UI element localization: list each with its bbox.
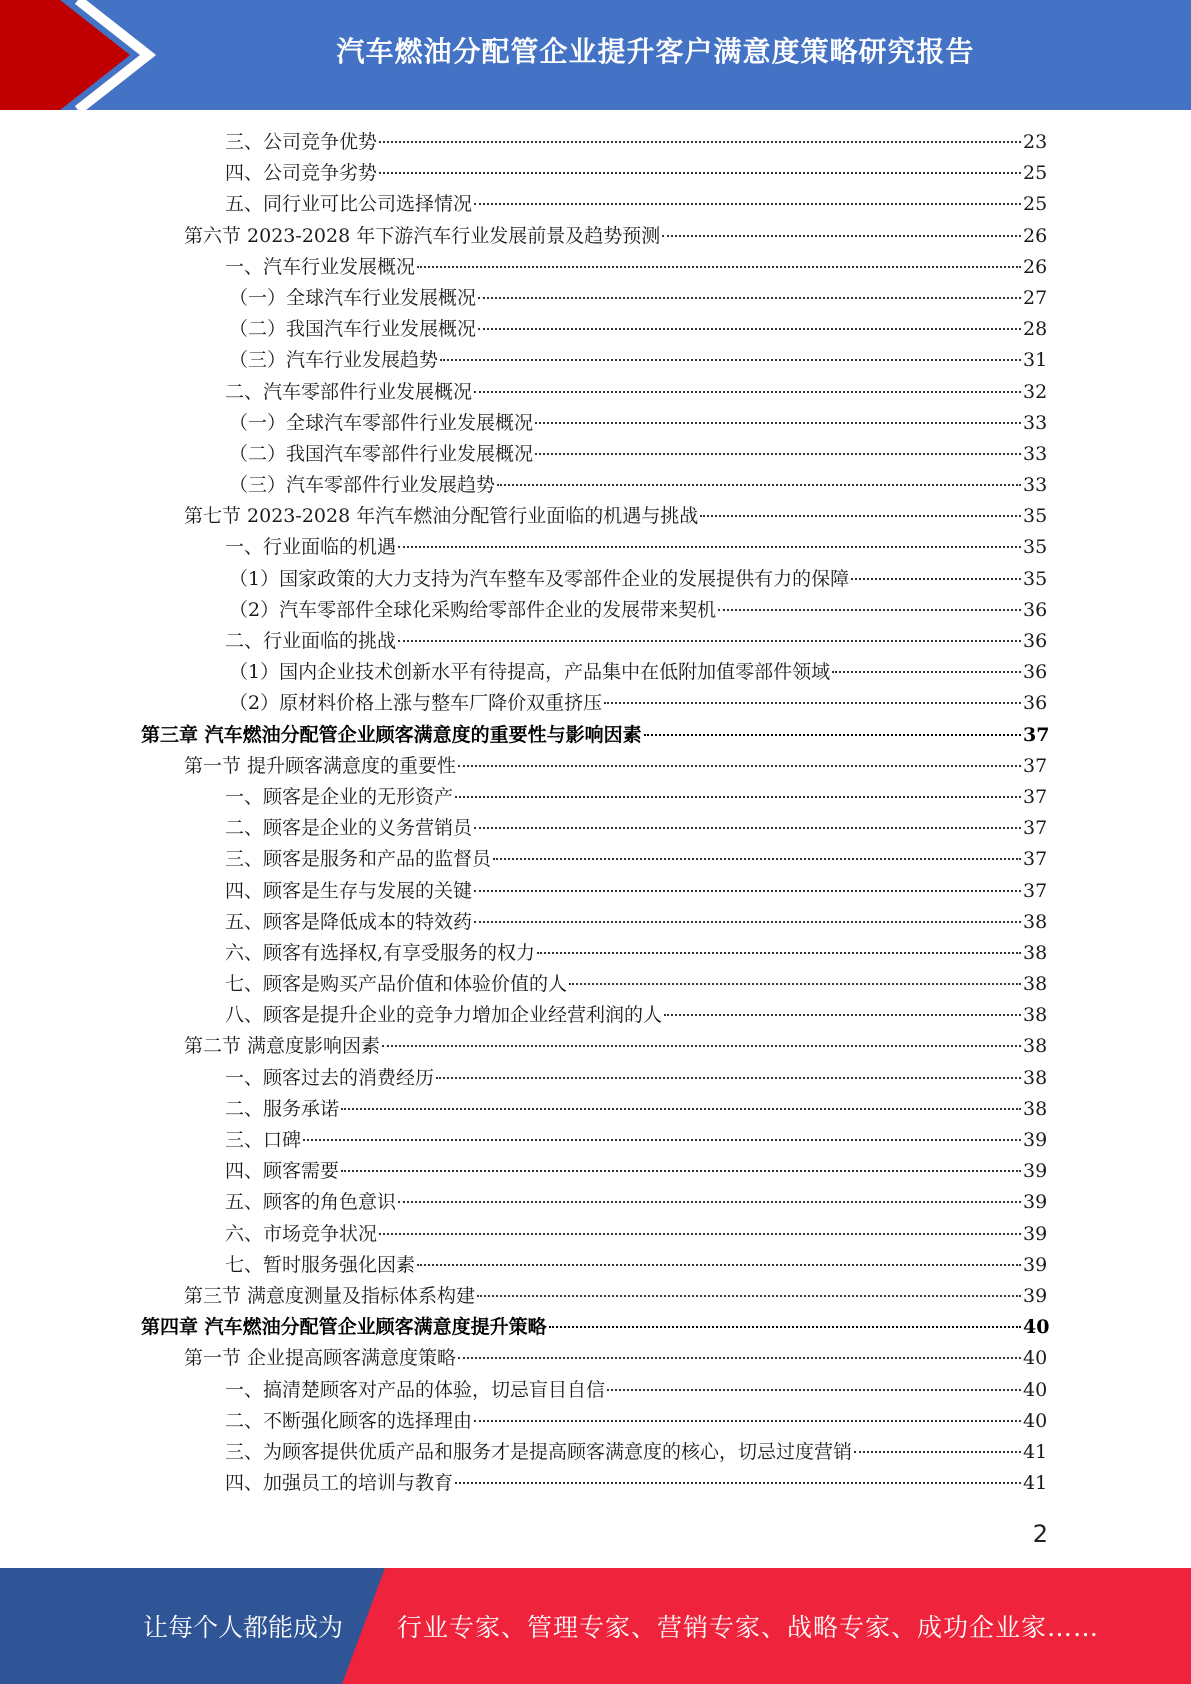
toc-entry-title: 一、顾客过去的消费经历 (225, 1066, 435, 1089)
toc-dot-leader (477, 1295, 1021, 1297)
toc-dot-leader (718, 609, 1021, 611)
toc-entry-page: 25 (1023, 162, 1048, 185)
toc-entry-page: 27 (1023, 286, 1048, 309)
toc-entry[interactable] (0, 252, 1191, 283)
toc-entry[interactable] (0, 1094, 1191, 1125)
report-title: 汽车燃油分配管企业提升客户满意度策略研究报告 (336, 35, 975, 68)
toc-entry-title: 四、顾客需要 (225, 1160, 340, 1183)
toc-dot-leader (478, 297, 1021, 299)
toc-entry-page: 37 (1023, 817, 1048, 840)
toc-entry[interactable] (0, 1156, 1191, 1187)
toc-dot-leader (417, 1264, 1021, 1266)
toc-entry-page: 35 (1023, 536, 1048, 559)
toc-entry-page: 41 (1023, 1440, 1048, 1463)
toc-dot-leader (398, 1201, 1021, 1203)
toc-entry-title: （三）汽车零部件行业发展趋势 (229, 474, 496, 497)
toc-dot-leader (382, 1045, 1021, 1047)
toc-entry-title: 六、市场竞争状况 (225, 1222, 378, 1245)
toc-entry-page: 37 (1023, 879, 1048, 902)
toc-entry-title: 八、顾客是提升企业的竞争力增加企业经营利润的人 (225, 1004, 663, 1027)
toc-entry[interactable] (0, 345, 1191, 376)
toc-entry-title: 第三节 满意度测量及指标体系构建 (184, 1284, 476, 1307)
toc-dot-leader (537, 952, 1021, 954)
toc-dot-leader (379, 172, 1021, 174)
toc-entry[interactable] (0, 876, 1191, 907)
toc-entry[interactable] (0, 1343, 1191, 1374)
toc-dot-leader (535, 453, 1021, 455)
toc-entry-page: 40 (1023, 1378, 1048, 1401)
toc-entry-page: 37 (1023, 754, 1048, 777)
toc-entry-page: 35 (1023, 505, 1048, 528)
toc-dot-leader (604, 702, 1021, 704)
toc-entry-title: （2）汽车零部件全球化采购给零部件企业的发展带来契机 (229, 598, 717, 621)
toc-entry-page: 37 (1023, 848, 1048, 871)
footer-slogan-left: 让每个人都能成为 (143, 1613, 344, 1642)
toc-dot-leader (474, 890, 1021, 892)
toc-entry-title: 五、顾客的角色意识 (225, 1191, 397, 1214)
toc-dot-leader (458, 1357, 1021, 1359)
toc-entry[interactable] (0, 189, 1191, 220)
toc-entry-page: 23 (1023, 131, 1048, 153)
toc-dot-leader (474, 921, 1021, 923)
toc-entry[interactable] (0, 408, 1191, 439)
toc-entry-title: 第六节 2023-2028 年下游汽车行业发展前景及趋势预测 (184, 224, 661, 247)
toc-dot-leader (664, 1014, 1021, 1016)
toc-entry-page: 36 (1023, 598, 1048, 621)
toc-entry-page: 35 (1023, 567, 1048, 590)
toc-entry-page: 41 (1023, 1472, 1048, 1495)
toc-entry[interactable] (0, 751, 1191, 782)
toc-entry-title: （2）原材料价格上涨与整车厂降价双重挤压 (229, 692, 603, 715)
toc-dot-leader (455, 1482, 1021, 1484)
toc-entry-page: 40 (1023, 1347, 1048, 1370)
toc-entry-page: 32 (1023, 380, 1048, 403)
toc-entry-page: 38 (1023, 973, 1048, 996)
toc-dot-leader (455, 796, 1021, 798)
toc-entry[interactable] (0, 1031, 1191, 1062)
toc-entry[interactable] (0, 532, 1191, 563)
footer-banner (0, 1568, 1191, 1684)
toc-entry-title: 一、行业面临的机遇 (225, 536, 397, 559)
toc-entry-title: 二、不断强化顾客的选择理由 (225, 1409, 473, 1432)
toc-entry-page: 40 (1023, 1409, 1048, 1432)
toc-entry[interactable] (0, 1063, 1191, 1094)
toc-dot-leader (700, 515, 1021, 517)
toc-entry[interactable] (0, 1187, 1191, 1218)
toc-dot-leader (569, 983, 1021, 985)
toc-entry-page: 38 (1023, 1066, 1048, 1089)
toc-dot-leader (607, 1389, 1021, 1391)
toc-entry-page: 39 (1023, 1253, 1048, 1276)
toc-entry-page: 38 (1023, 910, 1048, 933)
toc-entry[interactable] (0, 127, 1191, 158)
toc-dot-leader (341, 1170, 1021, 1172)
toc-entry-page: 28 (1023, 318, 1048, 341)
toc-dot-leader (436, 1077, 1021, 1079)
toc-entry-title: 三、顾客是服务和产品的监督员 (225, 848, 492, 871)
toc-dot-leader (398, 546, 1021, 548)
toc-entry-page: 33 (1023, 411, 1048, 434)
toc-entry[interactable] (0, 844, 1191, 875)
toc-entry-title: 五、顾客是降低成本的特效药 (225, 910, 473, 933)
toc-dot-leader (474, 827, 1021, 829)
toc-dot-leader (644, 734, 1021, 736)
toc-entry[interactable] (0, 782, 1191, 813)
toc-entry-title: 二、行业面临的挑战 (225, 630, 397, 652)
toc-entry[interactable] (0, 439, 1191, 470)
toc-dot-leader (379, 141, 1021, 143)
toc-entry-page: 39 (1023, 1191, 1048, 1214)
toc-entry-page: 37 (1023, 785, 1048, 808)
toc-entry-page: 25 (1023, 193, 1048, 216)
toc-entry-title: 四、公司竞争劣势 (225, 162, 378, 185)
table-of-contents (0, 127, 1191, 1499)
toc-entry[interactable] (0, 720, 1191, 751)
toc-entry[interactable] (0, 938, 1191, 969)
toc-dot-leader (398, 640, 1021, 642)
toc-entry-title: 第三章 汽车燃油分配管企业顾客满意度的重要性与影响因素 (141, 723, 642, 746)
header-banner (0, 0, 1191, 110)
toc-entry-title: 二、汽车零部件行业发展概况 (225, 380, 473, 403)
toc-entry-title: （一）全球汽车行业发展概况 (229, 286, 477, 309)
toc-entry-title: （二）我国汽车零部件行业发展概况 (229, 442, 534, 465)
toc-entry[interactable] (0, 1375, 1191, 1406)
toc-entry-page: 38 (1023, 941, 1048, 964)
toc-entry-title: 三、为顾客提供优质产品和服务才是提高顾客满意度的核心，切忌过度营销 (225, 1440, 853, 1463)
toc-entry-title: 一、顾客是企业的无形资产 (225, 785, 454, 808)
toc-dot-leader (440, 359, 1021, 361)
toc-entry-title: （1）国家政策的大力支持为汽车整车及零部件企业的发展提供有力的保障 (229, 567, 850, 590)
toc-entry-title: 七、顾客是购买产品价值和体验价值的人 (225, 973, 568, 996)
toc-entry-page: 37 (1023, 723, 1050, 746)
toc-entry[interactable] (0, 501, 1191, 532)
red-arrow-icon (0, 0, 160, 110)
toc-entry[interactable] (0, 1250, 1191, 1281)
toc-entry-page: 39 (1023, 1222, 1048, 1245)
toc-entry[interactable] (0, 907, 1191, 938)
toc-entry-page: 26 (1023, 224, 1048, 247)
toc-entry[interactable] (0, 564, 1191, 595)
toc-entry[interactable] (0, 1000, 1191, 1031)
footer-slogan-right: 行业专家、管理专家、营销专家、战略专家、成功企业家…… (397, 1613, 1100, 1642)
toc-entry-title: 六、顾客有选择权,有享受服务的权力 (225, 941, 536, 964)
toc-entry-title: 三、公司竞争优势 (225, 131, 378, 153)
toc-dot-leader (535, 422, 1021, 424)
toc-entry-page: 38 (1023, 1097, 1048, 1120)
toc-entry[interactable] (0, 688, 1191, 719)
toc-entry[interactable] (0, 626, 1191, 657)
toc-entry-page: 36 (1023, 630, 1048, 652)
toc-dot-leader (497, 484, 1021, 486)
toc-entry-title: 第二节 满意度影响因素 (184, 1035, 381, 1058)
toc-entry-page: 33 (1023, 442, 1048, 465)
toc-entry-title: 七、暂时服务强化因素 (225, 1253, 416, 1276)
toc-entry-title: 二、服务承诺 (225, 1097, 340, 1120)
toc-dot-leader (832, 671, 1021, 673)
toc-entry-title: （二）我国汽车行业发展概况 (229, 318, 477, 341)
toc-entry-title: 四、加强员工的培训与教育 (225, 1472, 454, 1495)
toc-entry[interactable] (0, 969, 1191, 1000)
toc-entry[interactable] (0, 314, 1191, 345)
toc-entry-title: 一、汽车行业发展概况 (225, 255, 416, 278)
toc-dot-leader (854, 1451, 1021, 1453)
toc-entry[interactable] (0, 1468, 1191, 1499)
toc-entry-title: 第七节 2023-2028 年汽车燃油分配管行业面临的机遇与挑战 (184, 505, 699, 528)
toc-entry-title: 第一节 提升顾客满意度的重要性 (184, 754, 457, 777)
toc-entry-title: 第四章 汽车燃油分配管企业顾客满意度提升策略 (141, 1316, 547, 1339)
toc-dot-leader (379, 1233, 1021, 1235)
toc-entry-title: （三）汽车行业发展趋势 (229, 349, 439, 372)
page-number: 2 (1032, 1520, 1048, 1548)
toc-entry[interactable] (0, 1125, 1191, 1156)
toc-entry-page: 38 (1023, 1035, 1048, 1058)
toc-entry[interactable] (0, 283, 1191, 314)
toc-entry-title: （1）国内企业技术创新水平有待提高，产品集中在低附加值零部件领域 (229, 661, 831, 684)
toc-entry-title: 四、顾客是生存与发展的关键 (225, 879, 473, 902)
toc-dot-leader (474, 1420, 1021, 1422)
toc-entry[interactable] (0, 1219, 1191, 1250)
toc-entry-title: 第一节 企业提高顾客满意度策略 (184, 1347, 457, 1370)
toc-entry-page: 26 (1023, 255, 1048, 278)
toc-dot-leader (458, 765, 1021, 767)
toc-dot-leader (474, 203, 1021, 205)
toc-entry-title: 一、搞清楚顾客对产品的体验，切忌盲目自信 (225, 1378, 606, 1401)
toc-entry-page: 31 (1023, 349, 1048, 372)
toc-entry-title: （一）全球汽车零部件行业发展概况 (229, 411, 534, 434)
toc-entry-page: 38 (1023, 1004, 1048, 1027)
toc-dot-leader (478, 328, 1021, 330)
toc-entry[interactable] (0, 1281, 1191, 1312)
toc-entry-page: 33 (1023, 474, 1048, 497)
toc-dot-leader (474, 391, 1021, 393)
toc-entry[interactable] (0, 1437, 1191, 1468)
toc-entry[interactable] (0, 595, 1191, 626)
toc-dot-leader (851, 578, 1021, 580)
toc-entry[interactable] (0, 657, 1191, 688)
toc-dot-leader (493, 858, 1021, 860)
toc-entry[interactable] (0, 1312, 1191, 1343)
toc-entry[interactable] (0, 813, 1191, 844)
toc-dot-leader (303, 1139, 1021, 1141)
toc-entry-page: 36 (1023, 692, 1048, 715)
toc-entry[interactable] (0, 1406, 1191, 1437)
toc-entry[interactable] (0, 470, 1191, 501)
toc-entry-title: 二、顾客是企业的义务营销员 (225, 817, 473, 840)
toc-entry-page: 39 (1023, 1129, 1048, 1151)
toc-entry[interactable] (0, 221, 1191, 252)
toc-dot-leader (549, 1326, 1021, 1328)
toc-entry-page: 39 (1023, 1160, 1048, 1183)
toc-entry-page: 36 (1023, 661, 1048, 684)
toc-dot-leader (341, 1108, 1021, 1110)
toc-entry-title: 三、口碑 (225, 1129, 302, 1151)
toc-entry-page: 39 (1023, 1284, 1048, 1307)
toc-dot-leader (662, 235, 1021, 237)
toc-entry-title: 五、同行业可比公司选择情况 (225, 193, 473, 216)
toc-dot-leader (417, 266, 1021, 268)
toc-entry[interactable] (0, 377, 1191, 408)
toc-entry-page: 40 (1023, 1316, 1050, 1339)
toc-entry[interactable] (0, 158, 1191, 189)
